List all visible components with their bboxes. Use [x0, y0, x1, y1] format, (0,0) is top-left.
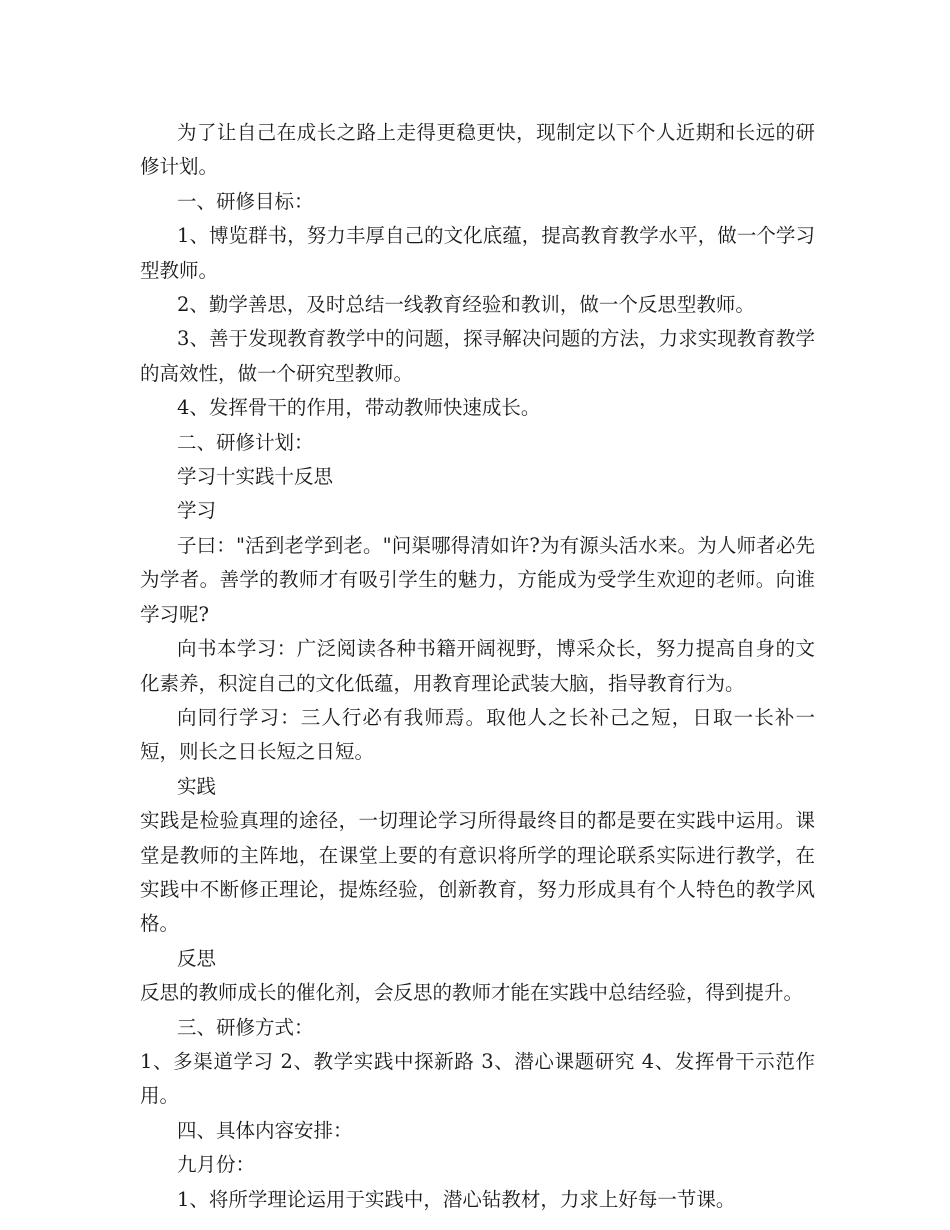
goal-item-3: 3、善于发现教育教学中的问题，探寻解决问题的方法，力求实现教育教学的高效性，做一个研究型教师。 — [140, 327, 815, 385]
section-heading-goals: 一、研修目标： — [177, 189, 314, 213]
plan-formula: 学习十实践十反思 — [177, 465, 334, 489]
intro-paragraph: 为了让自己在成长之路上走得更稳更快，现制定以下个人近期和长远的研修计划。 — [140, 121, 815, 179]
study-books-paragraph: 向书本学习：广泛阅读各种书籍开阔视野，博采众长，努力提高自身的文化素养，积淀自己的文化低蕴，用教育理论武装大脑，指导教育行为。 — [140, 637, 815, 695]
study-peers-paragraph: 向同行学习：三人行必有我师焉。取他人之长补己之短，日取一长补一短，则长之日长短之日短。 — [140, 705, 815, 764]
goal-item-2: 2、勤学善思，及时总结一线教育经验和教训，做一个反思型教师。 — [177, 293, 755, 317]
document-body — [140, 116, 815, 1217]
subheading-reflection: 反思 — [177, 946, 217, 970]
methods-list: 1、多渠道学习 2、教学实践中探新路 3、潜心课题研究 4、发挥骨干示范作用。 — [140, 1049, 815, 1108]
practice-paragraph: 实践是检验真理的途径，一切理论学习所得最终目的都是要在实践中运用。课堂是教师的主阵地，在课堂上要的有意识将所学的理论联系实际进行教学，在实践中不断修正理论，提炼经验，创新教育，努力形成具有个人特色的教学风格。 — [140, 809, 815, 936]
section-heading-plan: 二、研修计划： — [177, 430, 314, 454]
subheading-study: 学习 — [177, 499, 217, 523]
section-heading-methods: 三、研修方式： — [177, 1015, 314, 1039]
reflection-paragraph: 反思的教师成长的催化剂，会反思的教师才能在实践中总结经验，得到提升。 — [140, 981, 804, 1005]
goal-item-4: 4、发挥骨干的作用，带动教师快速成长。 — [177, 396, 541, 420]
schedule-month-september: 九月份： — [177, 1153, 256, 1177]
section-heading-schedule: 四、具体内容安排： — [177, 1118, 353, 1142]
study-paragraph: 子曰："活到老学到老。"问渠哪得清如许?为有源头活水来。为人师者必先为学者。善学的教师才有吸引学生的魅力，方能成为受学生欢迎的老师。向谁学习呢? — [140, 533, 815, 626]
subheading-practice: 实践 — [177, 774, 217, 798]
schedule-item-1: 1、将所学理论运用于实践中，潜心钻教材，力求上好每一节课。 — [177, 1187, 736, 1211]
goal-item-1: 1、博览群书，努力丰厚自己的文化底蕴，提高教育教学水平，做一个学习型教师。 — [140, 224, 815, 282]
